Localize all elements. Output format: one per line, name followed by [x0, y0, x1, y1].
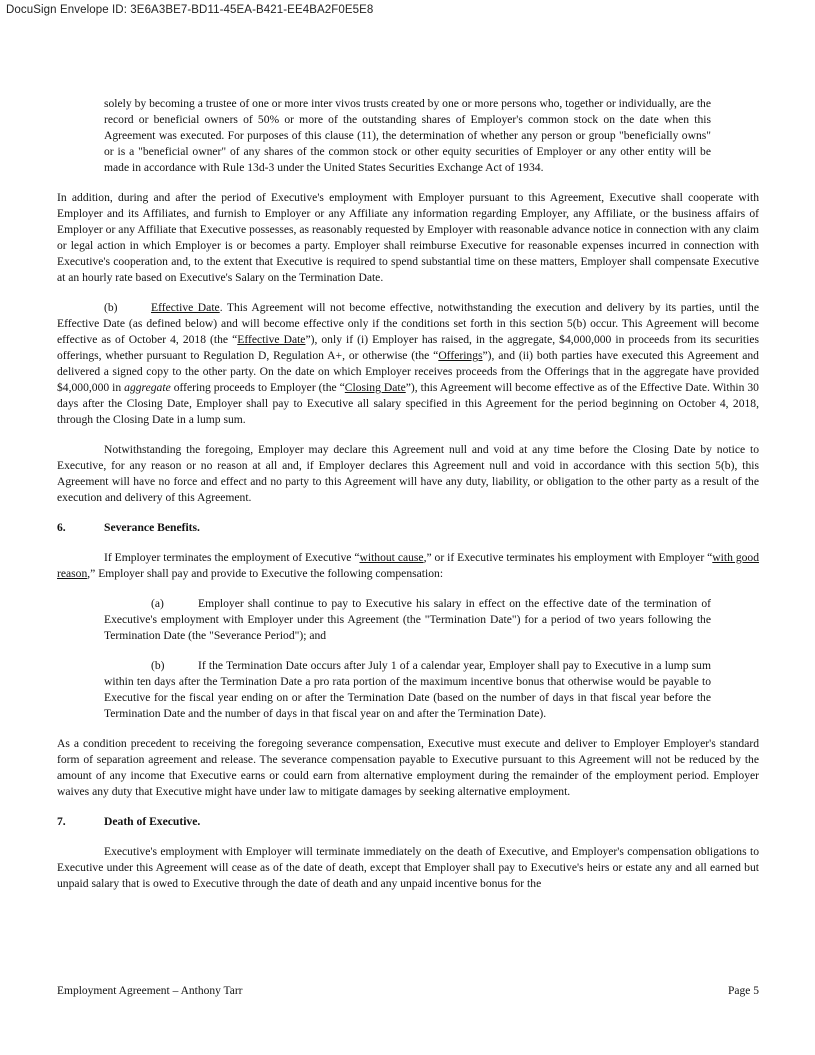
envelope-id-header: DocuSign Envelope ID: 3E6A3BE7-BD11-45EA-B421-EE4BA2F0E5E8 [6, 4, 374, 16]
severance-a-text: Employer shall continue to pay to Executive his salary in effect on the effective date of the termination of Executive's employment with Employer under this Agreement (the "Termination Date") for a period of two years following the Termination Date (the "Severance Period"); and [104, 597, 711, 642]
effective-date-text-b: ”), only if (i) Employer has raised, in the aggregate, $4,000,000 in proceeds from its securities offerings, whether pursuant to Regulation D, Regulation A+, or otherwise (the “ [57, 333, 759, 362]
section-number-7: 7. [57, 815, 66, 828]
footer-title: Employment Agreement – Anthony Tarr [57, 985, 243, 997]
paragraph-severance-a [104, 596, 711, 644]
effective-date-text-e: ”), this Agreement will become effective as of the Effective Date. Within 30 days after the Closing Date, Employer shall pay to Executive all salary specified in this Agreement for the period beginning on October 4, 2018, through the Closing Date in a lump sum. [57, 381, 759, 426]
defined-term-effective-date: Effective Date [237, 333, 306, 346]
effective-date-title: Effective Date [151, 301, 220, 314]
item-label-b: (b) [151, 659, 165, 672]
section-heading-6 [57, 520, 759, 536]
paragraph-death-of-executive: Executive's employment with Employer will terminate immediately on the death of Executive, and Employer's compensation obligations to Executive under this Agreement will cease as of the date of death, except that Employer shall pay to Executive's heirs or estate any and all earned but unpaid salary that is owed to Executive through the date of death and any unpaid incentive bonus for the [57, 845, 759, 890]
section-title-7: Death of Executive. [104, 815, 201, 828]
effective-date-text-d: offering proceeds to Employer (the “ [170, 381, 345, 394]
severance-text-b: ,” or if Executive terminates his employment with Employer “ [423, 551, 713, 564]
paragraph-notwithstanding: Notwithstanding the foregoing, Employer may declare this Agreement null and void at any time before the Closing Date by notice to Executive, for any reason or no reason at all and, if Employer declares this Agreement null and void in accordance with this section 5(b), this Agreement will have no force and effect and no party to this Agreement will have any duty, liability, or obligation to the other party as a result of the execution and delivery of this Agreement. [57, 443, 759, 504]
item-label-a: (a) [151, 597, 164, 610]
term-without-cause: without cause [359, 551, 424, 564]
term-with-good-reason: with good reason [57, 551, 760, 580]
paragraph-cooperation: In addition, during and after the period of Executive's employment with Employer pursuant to this Agreement, Executive shall cooperate with Employer and its Affiliates, and furnish to Employer or any Affiliate any information regarding Employer, any Affiliate, or the business affairs of Employer or any Affiliate that Executive possesses, as reasonably requested by Employer with reasonable advance notice in connection with any claim or legal action in which Employer is or becomes a party. Employer shall reimburse Executive for reasonable expenses incurred in connection with Executive's cooperation and, to the extent that Executive is required to spend substantial time on these matters, Employer shall compensate Executive at an hourly rate based on Executive's Salary on the Termination Date. [57, 191, 759, 284]
paragraph-severance-b [104, 658, 711, 722]
section-heading-7 [57, 814, 759, 830]
section-label-b: (b) [104, 301, 118, 314]
severance-text-a: If Employer terminates the employment of Executive “ [104, 551, 360, 564]
section-number-6: 6. [57, 521, 66, 534]
paragraph-trustee-clause: solely by becoming a trustee of one or more inter vivos trusts created by one or more persons who, together or individually, are the record or beneficial owners of 50% or more of the outstanding shares of Employer's common stock on the date when this Agreement was executed. For purposes of this clause (11), the determination of whether any person or group "beneficially owns" or is a "beneficial owner" of any shares of the common stock or other equity securities of Employer or any other entity will be made in accordance with Rule 13d-3 under the United States Securities Exchange Act of 1934. [104, 97, 711, 174]
section-title-6: Severance Benefits. [104, 521, 200, 534]
effective-date-text-c: ”), and (ii) both parties have executed this Agreement and delivered a signed copy to the other party. On the date on which Employer receives proceeds from the Offerings that in the aggregate have provided $4,000,000 in [57, 349, 759, 394]
defined-term-offerings: Offerings [438, 349, 483, 362]
severance-text-c: ,” Employer shall pay and provide to Executive the following compensation: [87, 567, 444, 580]
effective-date-text-a: . This Agreement will not become effective, notwithstanding the execution and delivery by its parties, until the Effective Date (as defined below) and will become effective only if the conditions set forth in this section 5(b) occur. This Agreement will become effective as of October 4, 2018 (the “ [57, 301, 759, 346]
paragraph-effective-date [57, 300, 759, 428]
severance-b-text: If the Termination Date occurs after July 1 of a calendar year, Employer shall pay to Executive in a lump sum within ten days after the Termination Date a pro rata portion of the maximum incentive bonus that otherwise would be payable to Executive for the fiscal year ending on or after the Termination Date (based on the number of days in that fiscal year before the Termination Date and the number of days in that fiscal year on and after the Termination Date). [104, 659, 711, 720]
defined-term-closing-date: Closing Date [344, 381, 406, 394]
paragraph-severance-intro [57, 550, 759, 582]
paragraph-condition-precedent: As a condition precedent to receiving the foregoing severance compensation, Executive must execute and deliver to Employer Employer's standard form of separation agreement and release. The severance compensation payable to Executive pursuant to this Agreement will not be reduced by the amount of any income that Executive earns or could earn from alternative employment during the remainder of the employment period. Employer waives any duty that Executive might have under law to mitigate damages by seeking alternative employment. [57, 737, 759, 798]
page-number: Page 5 [728, 985, 759, 997]
document-page [57, 96, 759, 892]
aggregate-word: aggregate [124, 381, 171, 394]
